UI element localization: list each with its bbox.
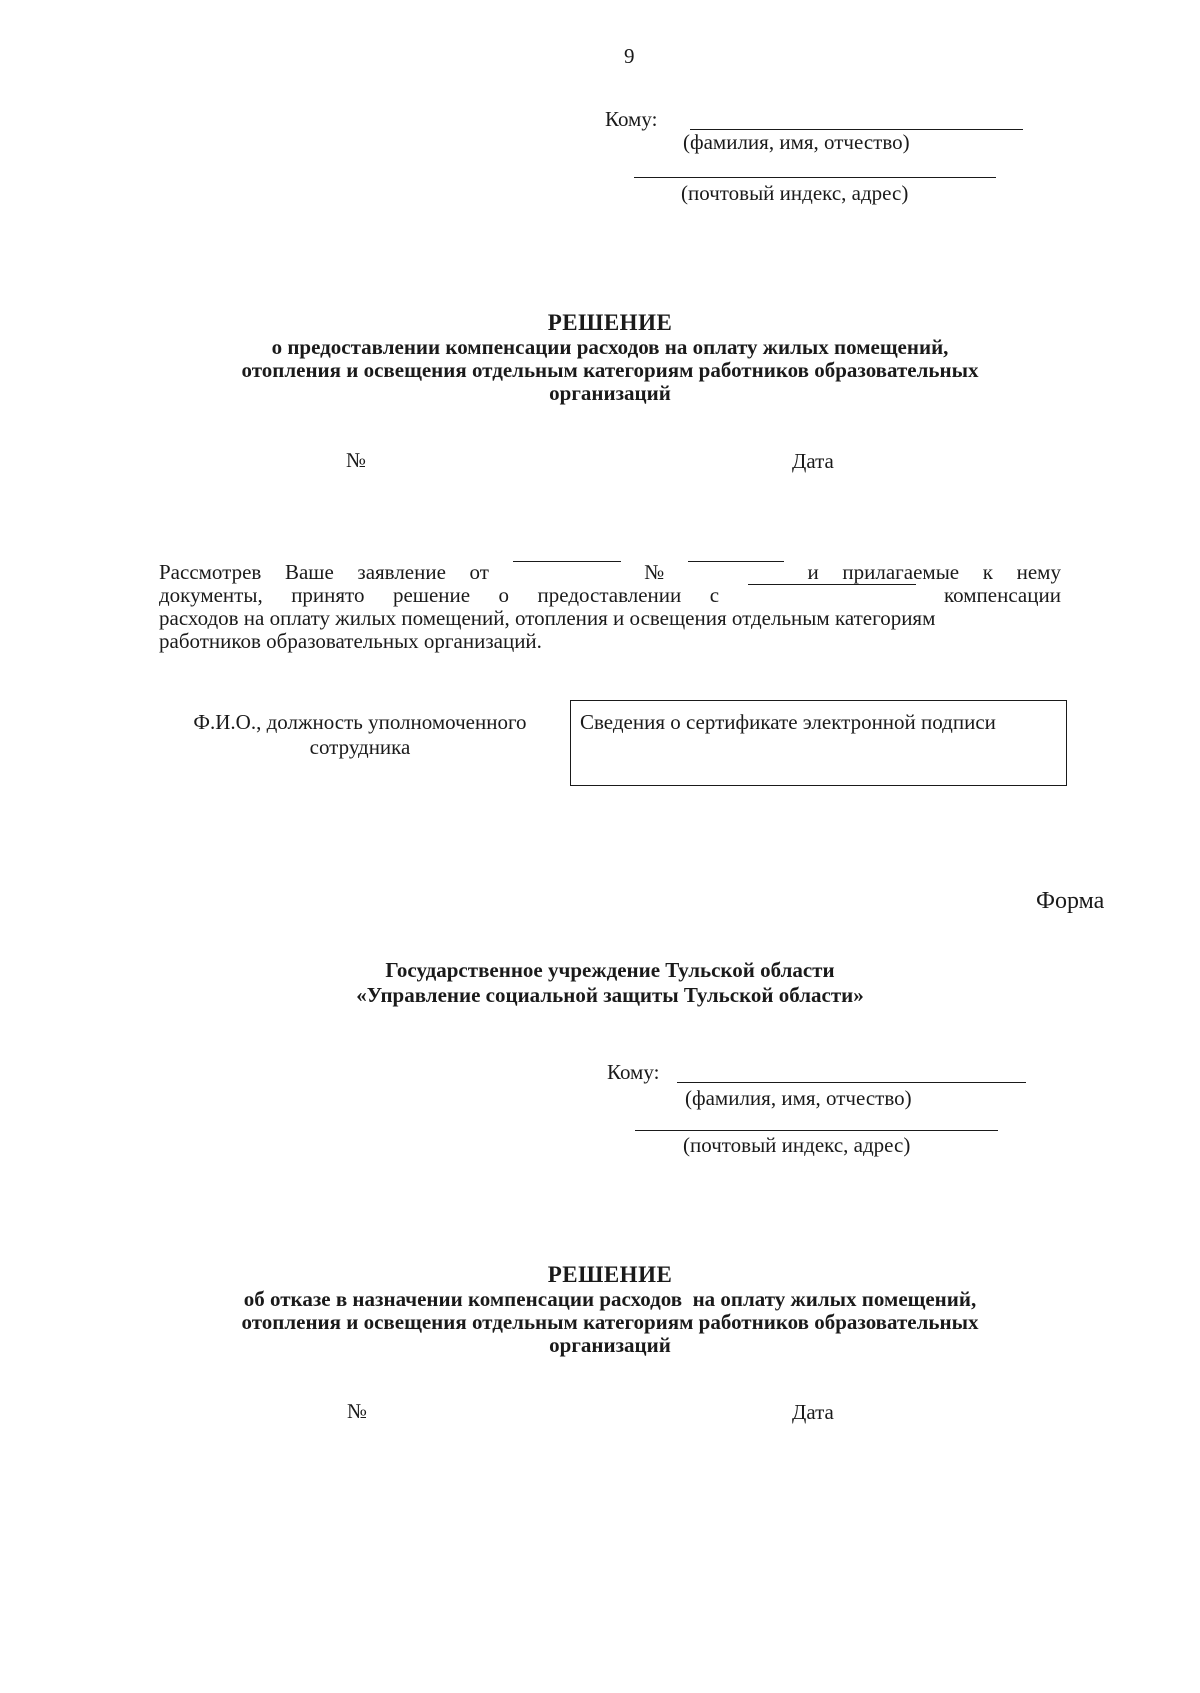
application-date-blank[interactable] [513, 561, 621, 562]
decision-subtitle-line: отопления и освещения отдельным категориям работников образовательных [241, 1310, 979, 1334]
signature-certificate-label: Сведения о сертификате электронной подписи [580, 710, 996, 734]
fio-caption: (фамилия, имя, отчество) [683, 130, 910, 154]
address-line-2[interactable] [635, 1130, 998, 1131]
number-label: № [346, 448, 367, 472]
decision-subtitle-line: организаций [549, 381, 671, 405]
body-line-1 [159, 561, 1061, 584]
body-word: предоставлении [537, 583, 682, 607]
body-word: принято [291, 583, 365, 607]
decision-heading: РЕШЕНИЕ [547, 1262, 673, 1287]
date-label: Дата [792, 449, 834, 473]
address-caption: (почтовый индекс, адрес) [681, 181, 909, 205]
decision-subtitle-line: организаций [549, 1333, 671, 1357]
body-word: № [644, 560, 665, 584]
start-date-blank[interactable] [748, 584, 916, 585]
body-word: заявление [357, 560, 446, 584]
body-line-4: работников образовательных организаций. [159, 629, 542, 653]
decision-subtitle-line: о предоставлении компенсации расходов на оплату жилых помещений, [271, 335, 949, 359]
decision-title-refusal [160, 1262, 1060, 1357]
form-label: Форма [1036, 888, 1105, 914]
official-caption-line: Ф.И.О., должность уполномоченного [193, 710, 527, 734]
body-word: и [807, 560, 819, 584]
body-word: от [469, 560, 489, 584]
address-caption-2: (почтовый индекс, адрес) [683, 1133, 911, 1157]
organization-line: «Управление социальной защиты Тульской области» [356, 983, 864, 1007]
signature-certificate-box [570, 700, 1067, 786]
komu-label: Кому: [605, 107, 658, 131]
official-caption-line: сотрудника [309, 735, 411, 759]
body-word: с [709, 583, 720, 607]
body-line-3: расходов на оплату жилых помещений, отопления и освещения отдельным категориям [159, 606, 936, 630]
address-line[interactable] [634, 177, 996, 178]
komu-label-2: Кому: [607, 1060, 660, 1084]
fio-caption-2: (фамилия, имя, отчество) [685, 1086, 912, 1110]
body-word: прилагаемые [842, 560, 960, 584]
body-line-2 [159, 584, 1061, 607]
body-word: компенсации [944, 583, 1061, 607]
komu-name-line-2[interactable] [677, 1082, 1026, 1083]
organization-line: Государственное учреждение Тульской области [385, 958, 835, 982]
body-word: о [498, 583, 510, 607]
date-label-2: Дата [792, 1400, 834, 1424]
body-word: к [982, 560, 993, 584]
body-word: документы, [159, 583, 263, 607]
body-word: Ваше [284, 560, 334, 584]
body-word: решение [392, 583, 471, 607]
decision-heading: РЕШЕНИЕ [547, 310, 673, 335]
decision-subtitle-line: об отказе в назначении компенсации расходов на оплату жилых помещений, [243, 1287, 977, 1311]
body-word: нему [1016, 560, 1061, 584]
organization-name [160, 958, 1060, 1008]
official-caption [160, 710, 560, 760]
application-number-blank[interactable] [688, 561, 784, 562]
page-number: 9 [624, 44, 635, 68]
body-word: Рассмотрев [159, 560, 262, 584]
decision-subtitle-line: отопления и освещения отдельным категориям работников образовательных [241, 358, 979, 382]
decision-title-grant [160, 310, 1060, 405]
decision-body [159, 561, 1061, 653]
number-label-2: № [347, 1399, 368, 1423]
